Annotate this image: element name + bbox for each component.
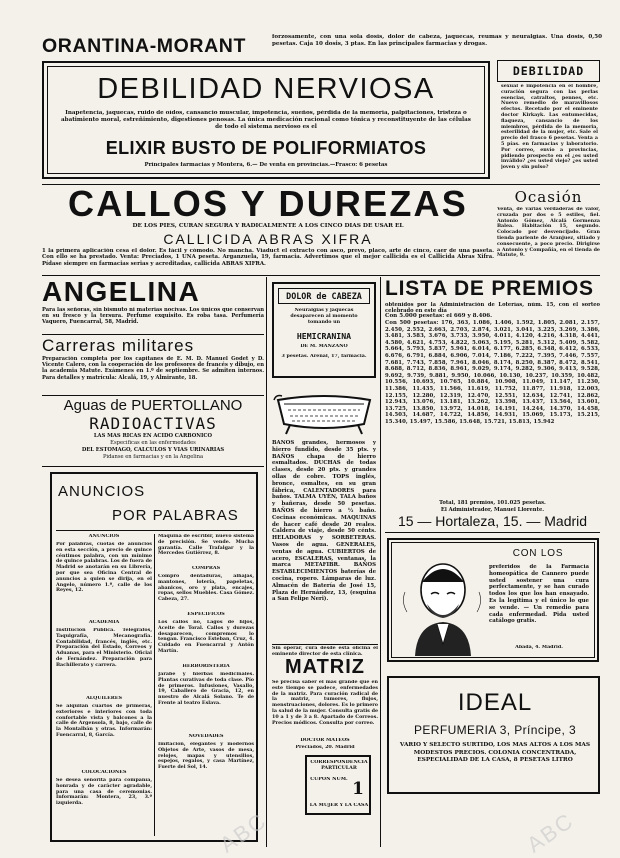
lista-premios-title: LISTA DE PREMIOS: [385, 277, 594, 300]
puertollano-line1: LAS MAS RICAS EN ACIDO CARBONICO: [93, 433, 213, 439]
matriz-intro: Sin operar, cura desde esta oficina el eminente director de esta clínica.: [272, 646, 378, 657]
cupon-subtitle: CUPON NUM.: [310, 777, 348, 782]
remedios-title: CON LOS: [512, 548, 564, 559]
anuncios-box: [50, 472, 258, 842]
puertollano-line3: DEL ESTOMAGO, CALCULOS Y VIAS URINARIAS: [81, 447, 225, 453]
anuncios-section-heading: ANUNCIOS: [88, 534, 120, 539]
remedios-address: Abada, 4. Madrid.: [515, 645, 563, 650]
lista-premios-intro: obtenidos por la Administración de Loterías, núm. 15, con el sorteo celebrado en este día: [385, 302, 600, 314]
callicida-product: CALLICIDA ABRAS XIFRA: [163, 231, 373, 247]
anuncios-left-col: [56, 534, 152, 838]
angelina-body: Para las señoras, sin bismuto ni materias nocivas. Los únicos que conservan en su fresco y la tersura. Perfume exquisito. Es roba tasa. Perfumería Vaquero, Fuencarral, 58, Madrid.: [42, 307, 264, 326]
callos-subtitle: DE LOS PIES, CURAN SEGURA Y RADICALMENTE A LOS CINCO DIAS DE USAR EL: [132, 223, 404, 229]
cupon-box: [305, 755, 371, 815]
anuncios-section-text: Se desea señorita para compañía, honrada y de carácter agradable, para una casa de ceremonias. Informarán: Montera, 23, 3.º izquierda.: [56, 778, 152, 807]
anuncios-section-text: Por palabras, cuotas de anuncios en esta sección, a precio de quince céntimos palabra, con un mínimo de quince palabras. Los de fuera de Madrid se anotarán en su Librería, por que sea Oficina Central de anuncios a quien se dirija, en el Angelo, número 1.º, calle de los Reyes, 12.: [56, 542, 152, 594]
anuncios-section-text: Jarabe y hierbas medicinales. Plantas curativas de toda clase. Pío de primeros. Infusiones, Vasallo, 19, Caballero de Gracia, 12, en nuestro de Alcalá Solano. Te de Frente al teatro Eslava.: [158, 672, 254, 706]
remedios-body: preferidos de la Farmacia homeopática de Cannero puede usted sostener una cura perfectamente, y se han curado todos los que los han ensayado. Es la legítima y el único lo que se vende. — Un remedio para cada enfermedad. Pida usted catálogo gratis.: [489, 564, 589, 625]
dolor-cabeza-body: Neuralgias y jaquecas desaparecen al momento tomando un: [290, 308, 358, 325]
banos-text: BAÑOS grandes, hermosos y hierro fundido, desde 35 pts. y BAÑOS chapa de hierro esmaltados. DUCHAS de todas clases, desde 20 pts. y grandes ollas de cobre. TOPS inglés, bronce, esmaltes, en su gran fábrica, CALENTADORES para baños. TALMA UYÉN, TALA baños y bañeras, desde 50 pesetas. BAÑOS de hierro a ½ baño. Cocinas económicas. MAQUINAS de hacer café desde 20 reales. Caldera de viaje, desde 50 cénts. HELADORAS y SORBETERAS. Vasos de agua. GENERALES, ventas de agua. CUBIERTOS de acero, ESCALERAS, ventanas, la marca METAFIBR. BAÑOS ESTABLECIMIENTOS baterías de cocina, ropero. Lámparas de luz. Almacén de Batería de José 15, Plaza de Hernández, 13, (esquina a San Felipe Neri).: [272, 440, 376, 603]
lista-premios-numbers: Con 500 pesetas: 176, 363, 1.086, 1.406, 1.592, 1.805, 2.081, 2.157, 2.450, 2.552, 2.663, 2.703, 2.874, 3.021, 3.041, 3.225, 3.269, 3.386, 3.481, 3.583, 3.676, 3.733, 3.950, 4.011, 4.120, 4.216, 4.318, 4.441, 4.580, 4.621, 4.753, 4.822, 5.063, 5.195, 5.281, 5.312, 5.409, 5.582, 5.664, 5.793, 5.837, 5.961, 6.014, 6.177, 6.285, 6.348, 6.412, 6.533, 6.676, 6.791, 6.884, 6.906, 7.014, 7.186, 7.222, 7.395, 7.446, 7.557, 7.681, 7.743, 7.858, 7.961, 8.046, 8.174, 8.250, 8.387, 8.472, 8.541, 8.688, 8.712, 8.836, 8.961, 9.029, 9.174, 9.282, 9.306, 9.413, 9.528, 9.692, 9.739, 9.881, 9.950, 10.066, 10.130, 10.237, 10.359, 10.482, 10.556, 10.693, 10.765, 10.884, 10.908, 11.049, 11.147, 11.230, 11.386, 11.435, 11.566, 11.619, 11.752, 11.877, 11.918, 12.003, 12.155, 12.280, 12.319, 12.470, 12.551, 12.634, 12.741, 12.862, 12.943, 13.076, 13.181, 13.262, 13.398, 13.437, 13.564, 13.601, 13.725, 13.850, 13.972, 14.018, 14.191, 14.244, 14.370, 14.458, 14.503, 14.687, 14.722, 14.856, 14.931, 15.069, 15.173, 15.215, 15.340, 15.497, 15.586, 15.648, 15.721, 15.813, 15.942: [385, 320, 600, 425]
debilidad-side-title: DEBILIDAD: [512, 64, 585, 78]
anuncios-section-heading: ALQUILERES: [86, 696, 122, 701]
anuncios-right-col: [158, 534, 254, 838]
watermark: ABC: [215, 807, 272, 858]
lista-premios-address: 15 — Hortaleza, 15. — Madrid: [397, 513, 588, 529]
matriz-street: Preciados, 20. Madrid: [295, 745, 355, 750]
dolor-cabeza-price: 3 pesetas. Arenal, 17, farmacia.: [281, 354, 367, 359]
puertollano-title: Aguas de PUERTOLLANO: [63, 397, 243, 414]
anuncios-section-heading: NOVEDADES: [188, 734, 224, 739]
lista-premios-admin: El Administrador, Manuel Llorente.: [440, 507, 545, 513]
carreras-body: Preparación completa por los capitanes de E. M. D. Manuel Godet y D. Vicente Calero, con la cooperación de los profesores de francés y dibujo, en la academia Matute. Exámenes en 1.º de septiembre. Se admiten internos. Para detalles y matrícula: Alcalá, 19, y Almirante, 18.: [42, 356, 264, 381]
anuncios-section-heading: COLOCACIONES: [81, 770, 127, 775]
anuncios-section-text: Compro dentaduras, alhajas, mantones, lotería, papeletas, abanicos, oro y plata, encajes, ropas, sellos Muebles. Casa Gómez. Cabeza, 27.: [158, 574, 254, 603]
lista-premios-total: Total, 181 premios, 101.025 pesetas.: [439, 500, 546, 506]
ideal-bouquet-ad: [387, 676, 600, 794]
carreras-title: Carreras militares: [42, 336, 195, 355]
debilidad-nerviosa-title: DEBILIDAD NERVIOSA: [97, 73, 435, 105]
orantina-text: forzosamente, con una sola dosis, dolor de cabeza, jaquecas, reumas y neuralgias. Una dosis, 0,50 pesetas. Caja 10 dosis, 3 ptas. En las principales farmacias y drogas.: [272, 34, 602, 47]
hemicranina-product: HEMICRANINA: [296, 331, 352, 341]
anuncios-section-text: Imitación, elegantes y modernos Objetos de Arte, vasos de mesa, relojes, mapas y utensilios, espejos, regalos, y casa Martínez, Fuerte del Sol, 14.: [158, 742, 254, 771]
matriz-body: Se precisa saber el mas grande que en este tiempo se padece, enfermedades de la matriz. Para curación radical de la matriz, tumores, flujos, menstruaciones, dolores. Es lo primero la salud de la mujer. Consulta gratis de 10 a 1 y de 3 a 8. Apartado de Correos. Precios módicos. Consulta por correo.: [272, 680, 378, 726]
matriz-address: DOCTOR MATEOS: [300, 738, 350, 743]
ideal-bouquet-subtitle: PERFUMERIA 3, Príncipe, 3: [413, 723, 577, 737]
anuncios-title: ANUNCIOS: [58, 483, 146, 500]
portrait-illustration: [397, 552, 487, 656]
puertollano-line4: Pídanse en farmacias y en la Angelina: [102, 454, 204, 460]
orantina-brand: ORANTINA-MORANT: [42, 36, 246, 56]
callos-ad: [42, 186, 494, 272]
debilidad-side-ad: [497, 60, 600, 184]
anuncios-section-text: Máquina de escribir, nuevo sistema de precisión. Se vende. Mucha garantía. Calle Trafalgar y la Mercedes Gutiérrez, 8.: [158, 534, 254, 557]
anuncios-section-heading: COMPRAS: [191, 566, 221, 571]
anuncios-section-heading: HERBORISTERIA: [182, 664, 230, 669]
angelina-title: ANGELINA: [42, 277, 201, 307]
elixir-footer: Principales farmacias y Montera, 6.— De venta en provincias.—Frasco: 6 pesetas: [144, 162, 388, 168]
ideal-bouquet-title: IDEAL: [457, 689, 533, 716]
anuncios-section-text: Institución Pública. Telégrafos, Taquigrafía, Mecanografía. Contabilidad, francés, inglés, etc. Preparación del Estado, Correos y Aduanas, para el Ministerio. Oficial de Fernández. Preparación para Bachillerato y carrera.: [56, 628, 152, 668]
lista-premios-line1: Con 5.000 pesetas: el 669 y 8.406.: [385, 313, 493, 319]
ocasion-body: Venta, de varias verdaderas de valor, cruzada por dos o 5 estiles, fiel. Antonio Gómez, Alcalá Gormenza Balea. Habitación 15, segundo. Colocado por desvencijado. Gran tienda pariente de Aranjuez, sitiado y consecuente, a poco precio. Dirigirse a Antonio y Compañía, en el tienda de Matute, 9.: [497, 207, 600, 259]
dolor-cabeza-ad: [272, 282, 376, 378]
ocasion-ad: [497, 188, 600, 272]
dolor-cabeza-title: DOLOR de CABEZA: [278, 288, 370, 304]
watermark: ABC: [522, 807, 579, 858]
ocasion-title: Ocasión: [514, 188, 583, 206]
dolor-cabeza-dr: DE M. MANZANO: [300, 344, 348, 349]
anuncios-subtitle: POR PALABRAS: [112, 507, 239, 524]
puertollano-subtitle: RADIOACTIVAS: [89, 415, 217, 433]
debilidad-side-body: sexual e impotencia en el hombre, curación segura con las perlas esencias, catraltos, pennes, etc. Nuevo remedio de maravillosos efectos. Recetado por el eminente doctor Kirkayk. Las entumecidas, flaqueza, cansancio de los miembros, pérdida de la memoria, esterilidad de la mujer, etc. Sale el precio del frasco 6 pesetas. Venta a 5 pías. en farmacias y laboratorio. Por correo, envío a provincias, pidiendo prospecto en el ¿es usted inválido? ¿es usted viejo? ¿es usted joven y sin pulso?: [501, 84, 598, 171]
ideal-bouquet-body: VARIO Y SELECTO SURTIDO, LOS MAS ALTOS A LOS MAS MODESTOS PRECIOS. COLONIA CONCENTRADA, ESPECIALIDAD DE LA CASA, 8 PESETAS LITRO: [399, 742, 591, 764]
anuncios-section-text: Se alquilan cuartos de primeras, exteriores e interiores con toda confortable vista y balcones a la calle de Argensola, 8, bajo, calle de la Montalbán y otras. Informarán: Fuencarral, 8, García.: [56, 704, 152, 738]
callos-body: 1 la primera aplicación cesa el dolor. Es fácil y cómodo. No mancha. Viaduct el extracto con asco, prevo, placo, arte de cinco, caer de una paseta. Con ello se ha prestado. Venta: Preciados, 1 UNA peseta. Arganzuela, 19, farmacia. Advertimos que el mejor callicida es el Callicida Abras Xifra. Pídase siempre en farmacias serias y acreditadas, callicida ABRAS XIFRA.: [42, 248, 494, 267]
debilidad-nerviosa-body: Inapetencia, jaquecas, ruido de oídos, cansancio muscular, impotencia, sueños, pérdida de la memoria, palpitaciones, tristeza o abatimiento moral, estreñimiento, digestiones penosas. La única medicación racional como tónica y reconstituyente de las células de todo el sistema nervioso es el: [61, 110, 471, 130]
bathtub-illustration: [272, 386, 376, 438]
elixir-product: ELIXIR BUSTO DE POLIFORMIATOS: [105, 138, 427, 158]
matriz-title: MATRIZ: [284, 656, 366, 678]
anuncios-section-text: Los callos no, Lagos de hijos, Aceite de Toral. Callos y durezas desaparecen, compremos lo tengan. Francisco Esteban, Cruz, 4. Cuidado en Fuencarral y Antón Martín.: [158, 620, 254, 654]
cupon-number: 1: [352, 779, 364, 799]
remedios-ad: [387, 538, 599, 662]
cupon-footer: LA MUJER Y LA CASA: [309, 803, 369, 808]
anuncios-section-heading: ACADEMIA: [88, 620, 120, 625]
cupon-title: CORRESPONDENCIA PARTICULAR: [310, 760, 368, 771]
anuncios-section-heading: ESPECIFICOS: [187, 612, 225, 617]
callos-title: CALLOS Y DUREZAS: [68, 186, 468, 222]
debilidad-nerviosa-ad: [42, 61, 490, 179]
puertollano-line2: Específicas en las enfermedades: [110, 440, 196, 446]
